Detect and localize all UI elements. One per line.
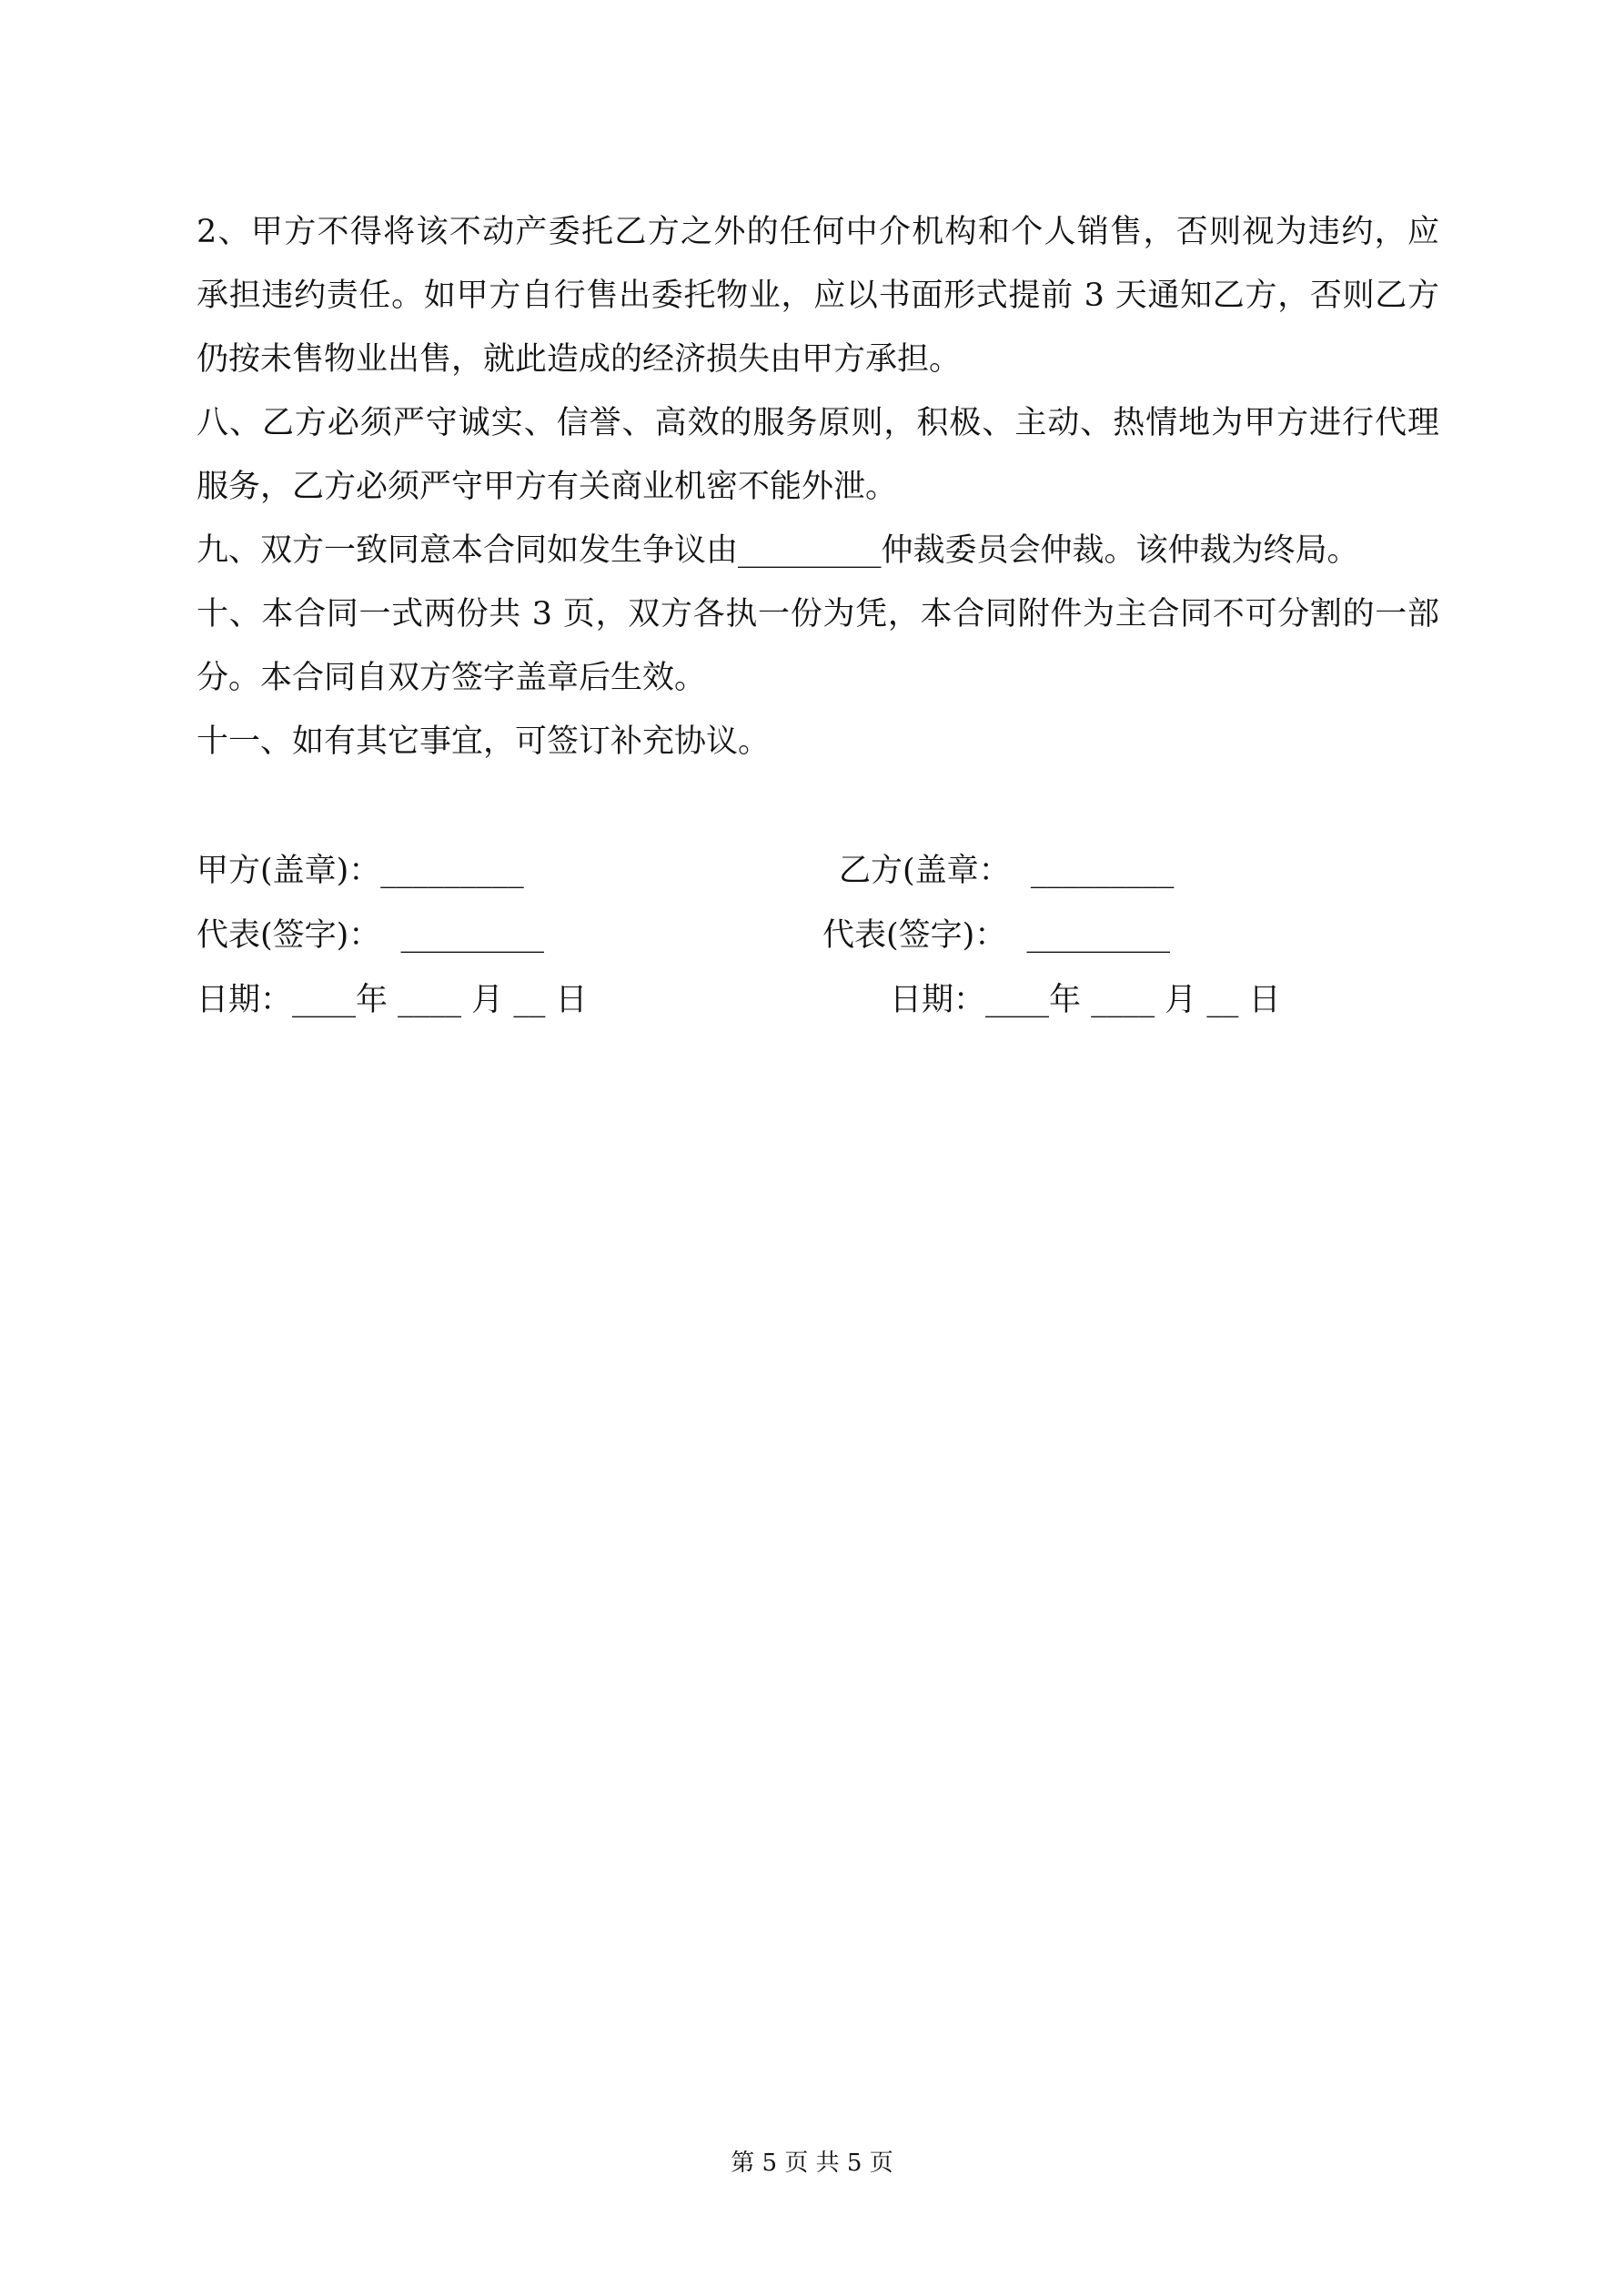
page-footer: 第 5 页 共 5 页 xyxy=(731,2149,893,2177)
text-line: 仍按未售物业出售，就此造成的经济损失由甲方承担。 xyxy=(197,341,962,378)
text-line: 十一、如有其它事宜，可签订补充协议。 xyxy=(197,723,771,760)
paragraph-clause-2 xyxy=(197,200,1439,391)
text-line: 十、本合同一式两份共 3 页，双方各执一份为凭，本合同附件为主合同不可分割的一部 xyxy=(197,596,1439,632)
party-a-date-field: 日期：____年 ____ 月 __ 日 xyxy=(197,982,588,1018)
party-a-seal-field: 甲方(盖章)：_________ xyxy=(197,853,524,889)
party-a-representative-field: 代表(签字)： _________ xyxy=(197,917,545,954)
party-b-representative-field: 代表(签字)： _________ xyxy=(822,917,1171,954)
text-line: 分。本合同自双方签字盖章后生效。 xyxy=(197,660,707,696)
contract-body xyxy=(197,200,1439,774)
signature-seal-row xyxy=(0,839,1624,904)
text-line: 服务，乙方必须严守甲方有关商业机密不能外泄。 xyxy=(197,469,898,505)
signature-date-row xyxy=(0,968,1624,1033)
paragraph-clause-9 xyxy=(197,519,1439,582)
party-b-seal-field: 乙方(盖章： _________ xyxy=(839,853,1175,889)
text-line: 承担违约责任。如甲方自行售出委托物业，应以书面形式提前 3 天通知乙方，否则乙方 xyxy=(197,278,1439,314)
paragraph-clause-11 xyxy=(197,710,1439,774)
signature-representative-row xyxy=(0,904,1624,968)
party-b-date-field: 日期：____年 ____ 月 __ 日 xyxy=(890,982,1281,1018)
paragraph-clause-8 xyxy=(197,391,1439,519)
text-line: 2、甲方不得将该不动产委托乙方之外的任何中介机构和个人销售，否则视为违约，应 xyxy=(197,214,1439,250)
text-line: 九、双方一致同意本合同如发生争议由_________仲裁委员会仲裁。该仲裁为终局。 xyxy=(197,532,1359,569)
text-line: 八、乙方必须严守诚实、信誉、高效的服务原则，积极、主动、热情地为甲方进行代理 xyxy=(197,405,1439,441)
paragraph-clause-10 xyxy=(197,582,1439,710)
